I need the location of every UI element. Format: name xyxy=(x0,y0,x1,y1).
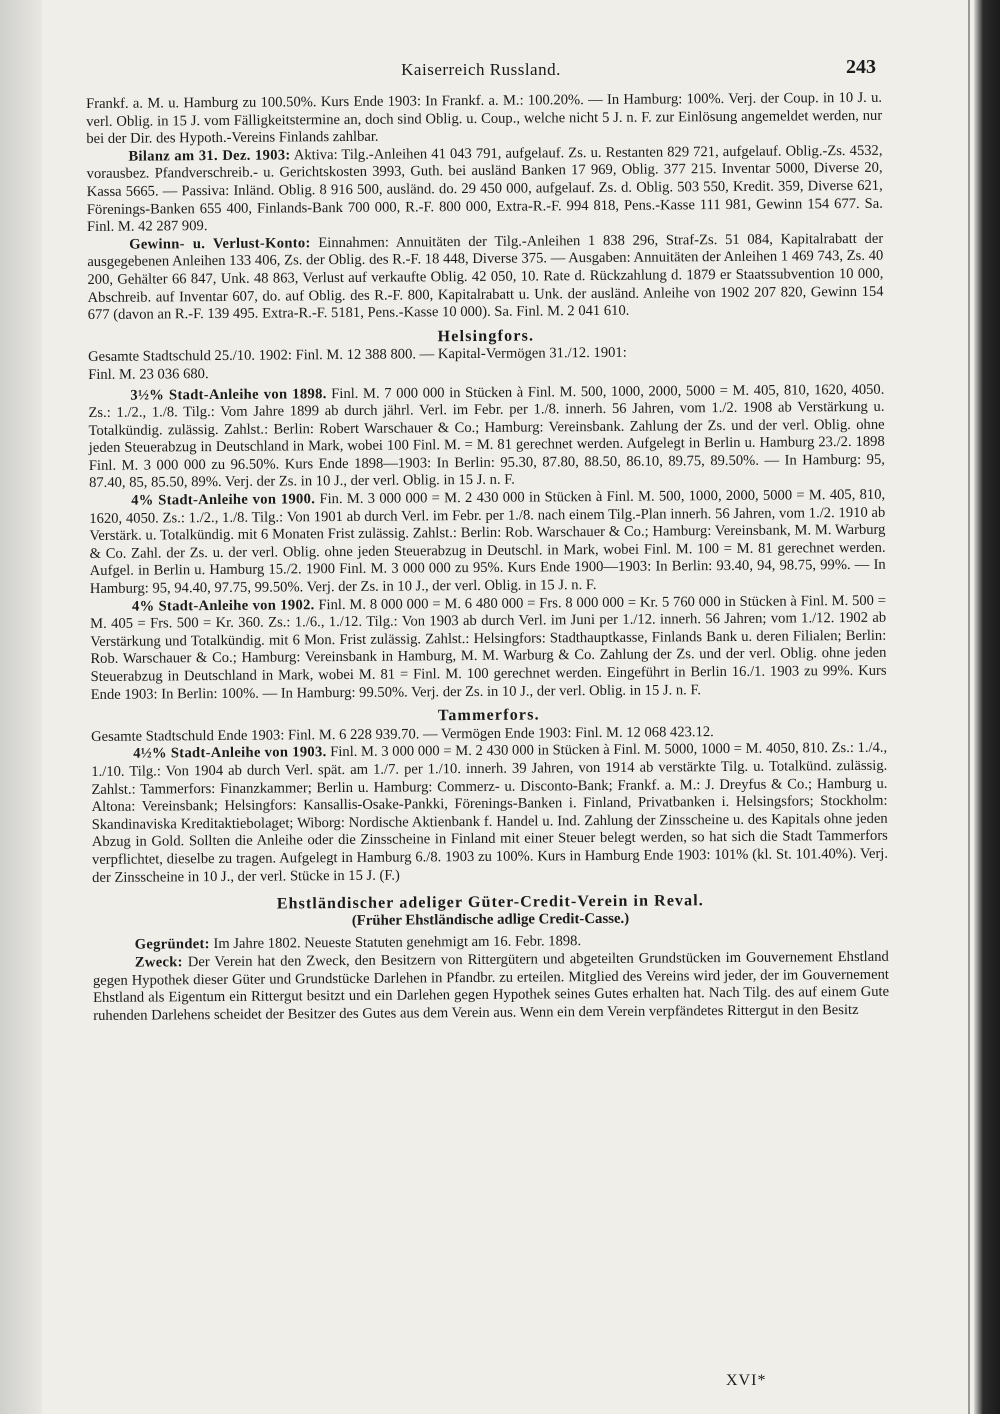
reval-subtitle: (Früher Ehstländische adlige Credit-Casse.) xyxy=(351,910,630,929)
bilanz-text: Aktiva: Tilg.-Anleihen 41 043 791, aufgelauf. Zs. u. Restanten 829 721, aufgelauf. Oblig.-Zs. 4532, vorausbez. Pfandverschreib.- u. Gerichtskosten 3993, Guth. bei ausländ Banken 17 969, Oblig. 377 215. Inventar 5000, Diverse 20, Kassa 5665. — Passiva: Inländ. Oblig. 8 916 500, ausländ. do. 29 450 000, aufgelauf. Zs. d. Oblig. 503 550, Kredit. 359, Diverse 621, Förenings-Banken 655 400, Finlands-Bank 700 000, R.-F. 800 000, Extra-R.-F. 994 818, Pens.-Kasse 111 981, Gewinn 154 677. Sa. Finl. M. 42 287 909. xyxy=(86,142,883,236)
anleihe-1900-lead: 4% Stadt-Anleihe von 1900. xyxy=(131,491,316,509)
tammerfors-schuld-line: Gesamte Stadtschuld Ende 1903: Finl. M. 6 228 939.70. — Vermögen Ende 1903: Finl. M. 12 068 423.12. xyxy=(90,723,714,745)
helsingfors-schuld-line1: Gesamte Stadtschuld 25./10. 1902: Finl. M. 12 388 800. — Kapital-Vermögen 31./12. 1901: xyxy=(87,345,627,366)
page-body xyxy=(86,90,889,1026)
left-scan-shadow xyxy=(0,0,42,1414)
tammerfors-title: Tammerfors. xyxy=(437,706,540,725)
gewinn-paragraph xyxy=(87,230,884,324)
reval-title: Ehstländischer adeliger Güter-Credit-Verein in Reval. xyxy=(276,892,704,913)
signature-mark: XVI* xyxy=(726,1372,767,1389)
anleihe-1903-text: Finl. M. 3 000 000 = M. 2 430 000 in Stücken à Finl. M. 5000, 1000 = M. 4050, 810. Zs.: 1./4., 1./10. Tilg.: Von 1904 ab durch Verl. spät. am 1./7. per 1./10. innerh. 39 Jahren, von 1914 ab verstärkte Tilg. u. Totalkünd. zulässig. Zahlst.: Tammerfors: Finanzkammer; Berlin u. Hamburg: Commerz- u. Disconto-Bank; Frankf. a. M.: J. Dreyfus & Co.; Hamburg u. Altona: Vereinsbank; Helsingfors: Kansallis-Osake-Pankki, Förenings-Banken i. Finland, Privatbanken i. Helsingsfors; Stockholm: Skandinaviska Kreditaktiebolaget; Wiborg: Nordische Aktienbank f. Handel u. Ind. Zahlung der Zinsscheine u. des Kapitals ohne jeden Abzug in Gold. Sollten die Anleihe oder die Zinsscheine in Finland mit einer Steuer belegt werden, so hat sich die Stadt Tammerfors verpflichtet, dieselbe zu tragen. Aufgelegt in Hamburg 6./8. 1903 zu 100%. Kurs in Hamburg Ende 1903: 101% (kl. St. 101.40%). Verj. der Zinsscheine in 10 J., der verl. Stücke in 15 J. (F.) xyxy=(91,740,889,886)
gegruendet-lead: Gegründet: xyxy=(134,936,210,953)
bilanz-lead: Bilanz am 31. Dez. 1903: xyxy=(128,147,291,165)
bilanz-paragraph xyxy=(86,143,883,237)
helsingfors-anleihe-1900 xyxy=(89,487,886,599)
helsingfors-title: Helsingfors. xyxy=(437,327,535,345)
anleihe-1898-lead: 3½% Stadt-Anleihe von 1898. xyxy=(130,385,327,404)
running-head: Kaiserreich Russland. xyxy=(401,60,561,79)
zweck-text: Der Verein hat den Zweck, den Besitzern von Rittergütern und abgeteilten Grundstücken im Gouvernement Ehstland gegen Hypothek dieser Güter und Grundstücke Darlehen in Pfandbr. zu erteilen. Mitglied des Vereins wird jeder, der im Gouvernement Ehstland als Eigentum ein Rittergut besitzt und ein Darlehen gegen Hypothek seines Gutes erhalten hat. Nach Tilg. des auf einem Gute ruhenden Darlehens scheidet der Besitzer des Gutes aus dem Verein aus. Wenn ein dem Verein verpfändetes Rittergut in den Besitz xyxy=(92,948,890,1024)
anleihe-1900-text: Fin. M. 3 000 000 = M. 2 430 000 in Stücken à Finl. M. 500, 1000, 2000, 5000 = M. 405, 810, 1620, 4050. Zs.: 1./2., 1./8. Tilg.: Von 1901 ab durch Verl. im Febr. per 1./8. nach einem Tilg.-Plan innerh. 56 Jahren, vom 1./2. 1910 ab Verstärk. u. Totalkündig. mit 6 Monaten Frist zulässig. Zahlst.: Berlin: Rob. Warschauer & Co.; Hamburg: Vereinsbank, M. M. Warburg & Co. Zahl. der Zs. u. der verl. Oblig. ohne jeden Steuerabzug in Deutschl. in Mark, wobei Finl. M. 100 = M. 81 gerechnet werden. Aufgel. in Berlin u. Hamburg 15./2. 1900 Finl. M. 3 000 000 zu 95%. Kurs Ende 1900—1903: In Berlin: 93.40, 94, 98.75, 99%. — In Hamburg: 95, 94.40, 97.75, 99.50%. Verj. der Zs. in 10 J., der verl. Oblig. in 15 J. n. F. xyxy=(89,486,886,598)
gegruendet-text: Im Jahre 1802. Neueste Statuten genehmigt am 16. Febr. 1898. xyxy=(213,933,582,953)
anleihe-1903-lead: 4½% Stadt-Anleihe von 1903. xyxy=(133,744,327,763)
gewinn-lead: Gewinn- u. Verlust-Konto: xyxy=(129,234,311,253)
gewinn-text: Einnahmen: Annuitäten der Tilg.-Anleihen 1 838 296, Straf-Zs. 51 084, Kapitalrabatt der ausgegebenen Anleihen 133 406, Zs. der Oblig. des R.-F. 18 448, Diverse 375. — Ausgaben: Annuitäten der Anleihen 1 469 743, Zs. 40 200, Gehälter 66 847, Unk. 48 863, Verlust auf verkaufte Oblig. 42 050, 10. Rate d. Rückzahlung d. 1879 er Staatssubvention 10 000, Abschreib. auf Inventar 607, do. auf Oblig. des R.-F. 800, Kapitalrabatt u. Unk. der ausländ. Anleihe von 1902 207 820, Gewinn 154 677 (davon an R.-F. 139 495. Extra-R.-F. 5181, Pens.-Kasse 10 000). Sa. Finl. M. 2 041 610. xyxy=(87,230,884,324)
anleihe-1902-lead: 4% Stadt-Anleihe von 1902. xyxy=(131,596,315,615)
tammerfors-anleihe-1903 xyxy=(91,740,888,887)
page-number: 243 xyxy=(846,56,876,78)
right-binding-line xyxy=(968,0,970,1414)
anleihe-1898-text: Finl. M. 7 000 000 in Stücken à Finl. M. 500, 1000, 2000, 5000 = M. 405, 810, 1620, 4050. Zs.: 1./2., 1./8. Tilg.: Vom Jahre 1899 ab durch jährl. Verl. im Febr. per 1./8. innerh. 56 Jahren, vom 1./2. 1908 ab Verstärkung u. Totalkündig. zulässig. Zahlst.: Berlin: Robert Warschauer & Co.; Hamburg: Vereinsbank. Zahlung der Zs. und der verl. Oblig. ohne jeden Steuerabzug in Deutschland in Mark, wobei 100 Finl. M. = M. 81 gerechnet werden. Aufgelegt in Berlin u. Hamburg 23./2. 1898 Finl. M. 3 000 000 zu 96.50%. Kurs Ende 1898—1903: In Berlin: 95.30, 87.80, 88.50, 86.10, 89.75, 89.50%. — In Hamburg: 95, 87.40, 85, 85.50, 89%. Verj. der Zs. in 10 J., der verl. Oblig. in 15 J. n. F. xyxy=(88,381,885,492)
reval-zweck xyxy=(93,949,890,1026)
helsingfors-anleihe-1902 xyxy=(90,592,887,704)
russland-continued-paragraph: Frankf. a. M. u. Hamburg zu 100.50%. Kurs Ende 1903: In Frankf. a. M.: 100.20%. — In Hamburg: 100%. Verj. der Coup. in 10 J. u. verl. Oblig. in 15 J. vom Fälligkeitstermine an, doch sind Oblig. u. Coup., welche nicht 5 J. n. F. zur Einlösung angemeldet werden, nur bei der Dir. des Hypoth.-Vereins Finlands zahlbar. xyxy=(86,89,883,148)
zweck-lead: Zweck: xyxy=(134,954,183,971)
anleihe-1902-text: Finl. M. 8 000 000 = M. 6 480 000 = Frs. 8 000 000 = Kr. 5 760 000 in Stücken à Finl. M. 500 = M. 405 = Frs. 500 = Kr. 360. Zs.: 1./6., 1./12. Tilg.: Von 1903 ab durch Verl. im Juni per 1./12. innerh. 56 Jahren; vom 1./12. 1902 ab Verstärkung und Totalkündig. mit 6 Mon. Frist zulässig. Zahlst.: Helsingfors: Stadthauptkasse, Finlands Bank u. deren Filialen; Berlin: Rob. Warschauer & Co.; Hamburg: Vereinsbank in Hamburg, M. M. Warburg & Co. Zahlung der Zs. und der verl. Oblig. ohne jeden Steuerabzug in Deutschland in Mark, wobei M. 81 = Finl. M. 100 gerechnet werden. Eingeführt in Berlin 16./1. 1903 zu 99%. Kurs Ende 1903: In Berlin: 100%. — In Hamburg: 99.50%. Verj. der Zs. in 10 J., der verl. Oblig. in 15 J. n. F. xyxy=(90,592,887,703)
helsingfors-anleihe-1898 xyxy=(88,381,885,493)
helsingfors-schuld-line2: Finl. M. 23 036 680. xyxy=(88,365,209,383)
right-scan-edge xyxy=(974,0,1000,1414)
page-header xyxy=(86,52,876,86)
